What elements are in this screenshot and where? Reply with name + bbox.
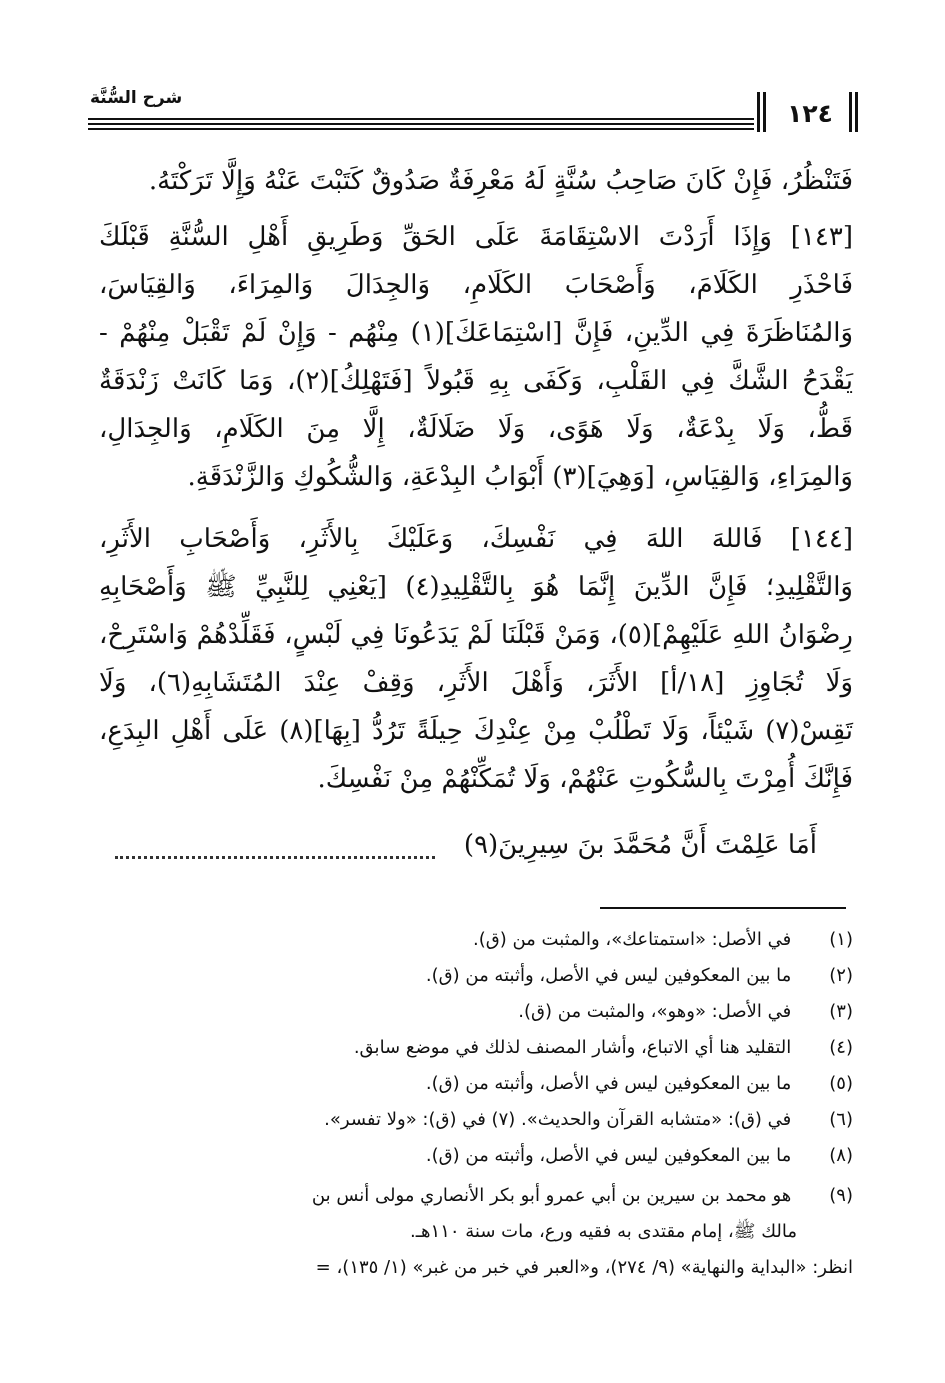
header-ornament bbox=[757, 92, 760, 132]
footnote-number: (٢) bbox=[829, 965, 853, 986]
footnote bbox=[93, 1142, 853, 1170]
footnote-text: ما بين المعكوفين ليس في الأصل، وأثبته من (ق). bbox=[425, 1145, 792, 1166]
book-title: شرح السُّنَّة bbox=[90, 88, 183, 108]
footnote-continuation: مالك ﷺ، إمام مقتدى به فقيه ورع، مات سنة ١١٠هـ. bbox=[410, 1221, 797, 1242]
footnote-number: (٦) bbox=[829, 1109, 853, 1130]
page-number: ١٢٤ bbox=[787, 98, 833, 128]
footnote-text: هو محمد بن سيرين بن أبي عمرو أبو بكر الأنصاري مولى أنس بن bbox=[311, 1185, 792, 1206]
body-line: وَلَا تُجَاوِزِ [١٨/أ] الأَثَرَ، وَأَهْلَ الأَثَرِ، وَقِفْ عِنْدَ المُتَشَابِهِ(٦)، وَلَا bbox=[99, 668, 854, 698]
footnote-text: في الأصل: «استمتاعك»، والمثبت من (ق). bbox=[473, 929, 792, 950]
footnote bbox=[93, 1182, 853, 1210]
header-ornament bbox=[855, 92, 858, 132]
body-line: رِضْوَانُ اللهِ عَلَيْهِمْ](٥)، وَمَنْ قَبْلَنَا لَمْ يَدَعُونَا فِي لَبْسٍ، فَقَلِّدْهُمْ وَاسْتَرِحْ، bbox=[99, 620, 853, 650]
footnote-text: التقليد هنا أي الاتباع، وأشار المصنف لذلك في موضع سابق. bbox=[353, 1037, 792, 1058]
body-line: وَالتَّقْلِيدِ؛ فَإِنَّ الدِّينَ إِنَّمَا هُوَ بِالتَّقْلِيدِ(٤) [يَعْنِي لِلنَّبِيِّ ﷺ وَأَصْحَابِهِ bbox=[99, 572, 853, 602]
body-line: وَالمِرَاءِ، وَالقِيَاسِ، [وَهِيَ](٣) أَبْوَابُ البِدْعَةِ، وَالشُّكُوكِ وَالزَّنْدَقَةِ. bbox=[187, 462, 853, 492]
body-line: [١٤٣] وَإِذَا أَرَدْتَ الاسْتِقَامَةَ عَلَى الحَقِّ وَطَرِيقِ أَهْلِ السُّنَّةِ قَبْلَكَ bbox=[99, 222, 853, 252]
footnote bbox=[93, 962, 853, 990]
footnote-number: (٣) bbox=[829, 1001, 853, 1022]
body-line: تَقِسْ(٧) شَيْئاً، وَلَا تَطْلُبْ مِنْ عِنْدِكَ حِيلَةً تَرُدُّ [بِهَا](٨) عَلَى أَهْلِ البِدَعِ، bbox=[99, 716, 853, 746]
footnote-text: في الأصل: «وهو»، والمثبت من (ق). bbox=[518, 1001, 792, 1022]
footnote-text: ما بين المعكوفين ليس في الأصل، وأثبته من (ق). bbox=[425, 965, 792, 986]
header-rule bbox=[88, 118, 754, 120]
body-line: فَإِنَّكَ أُمِرْتَ بِالسُّكُوتِ عَنْهُمْ، وَلَا تُمَكِّنْهُمْ مِنْ نَفْسِكَ. bbox=[317, 764, 853, 794]
footnote bbox=[93, 1034, 853, 1062]
body-line: أَمَا عَلِمْتَ أَنَّ مُحَمَّدَ بنَ سِيرِينَ(٩) bbox=[463, 830, 817, 860]
header-rule bbox=[88, 128, 754, 130]
footnote-number: (٤) bbox=[829, 1037, 853, 1058]
body-line: [١٤٤] فَاللهَ اللهَ فِي نَفْسِكَ، وَعَلَيْكَ بِالأَثَرِ، وَأَصْحَابِ الأَثَرِ، bbox=[99, 524, 853, 554]
footnote bbox=[93, 998, 853, 1026]
footnote-number: (٨) bbox=[829, 1145, 853, 1166]
footnote bbox=[93, 926, 853, 954]
header-rule bbox=[88, 123, 754, 125]
footnote bbox=[93, 1070, 853, 1098]
header-ornament bbox=[849, 92, 852, 132]
footnote-number: (٩) bbox=[829, 1185, 853, 1206]
continuation-dots bbox=[115, 850, 435, 859]
footnote-number: (١) bbox=[829, 929, 853, 950]
footnote bbox=[93, 1106, 853, 1134]
body-line: فَتَنْظُرُ، فَإِنْ كَانَ صَاحِبُ سُنَّةٍ لَهُ مَعْرِفَةٌ صَدُوقٌ كَتَبْتَ عَنْهُ وَإِلَّا تَرَكْتَهُ. bbox=[148, 166, 853, 196]
footnote-text: في (ق): «متشابه القرآن والحديث». (٧) في (ق): «ولا تفسر». bbox=[324, 1109, 792, 1130]
footnote-text: ما بين المعكوفين ليس في الأصل، وأثبته من (ق). bbox=[425, 1073, 792, 1094]
body-line: يَقْدَحُ الشَّكَّ فِي القَلْبِ، وَكَفَى بِهِ قَبُولاً [فَتَهْلِكُ](٢)، وَمَا كَانَتْ زَنْدَقَةٌ bbox=[99, 366, 854, 396]
header-ornament bbox=[763, 92, 766, 132]
body-line: قَطُّ، وَلَا بِدْعَةٌ، وَلَا هَوًى، وَلَا ضَلَالَةٌ، إِلَّا مِنَ الكَلَامِ، وَالجِدَالِ، bbox=[99, 414, 853, 444]
footnote-separator bbox=[600, 907, 846, 909]
footnote-continuation: انظر: «البداية والنهاية» (٩/ ٢٧٤)، و«العبر في خبر من غبر» (١/ ١٣٥)، = bbox=[315, 1257, 853, 1278]
footnote-number: (٥) bbox=[829, 1073, 853, 1094]
page-header bbox=[88, 78, 858, 134]
body-line: فَاحْذَرِ الكَلَامَ، وَأَصْحَابَ الكَلَامِ، وَالجِدَالَ وَالمِرَاءَ، وَالقِيَاسَ، bbox=[99, 270, 853, 300]
body-line: وَالمُنَاظَرَةَ فِي الدِّينِ، فَإِنَّ [اسْتِمَاعَكَ](١) مِنْهُم - وَإِنْ لَمْ تَقْبَلْ مِنْهُمْ - bbox=[99, 318, 853, 348]
